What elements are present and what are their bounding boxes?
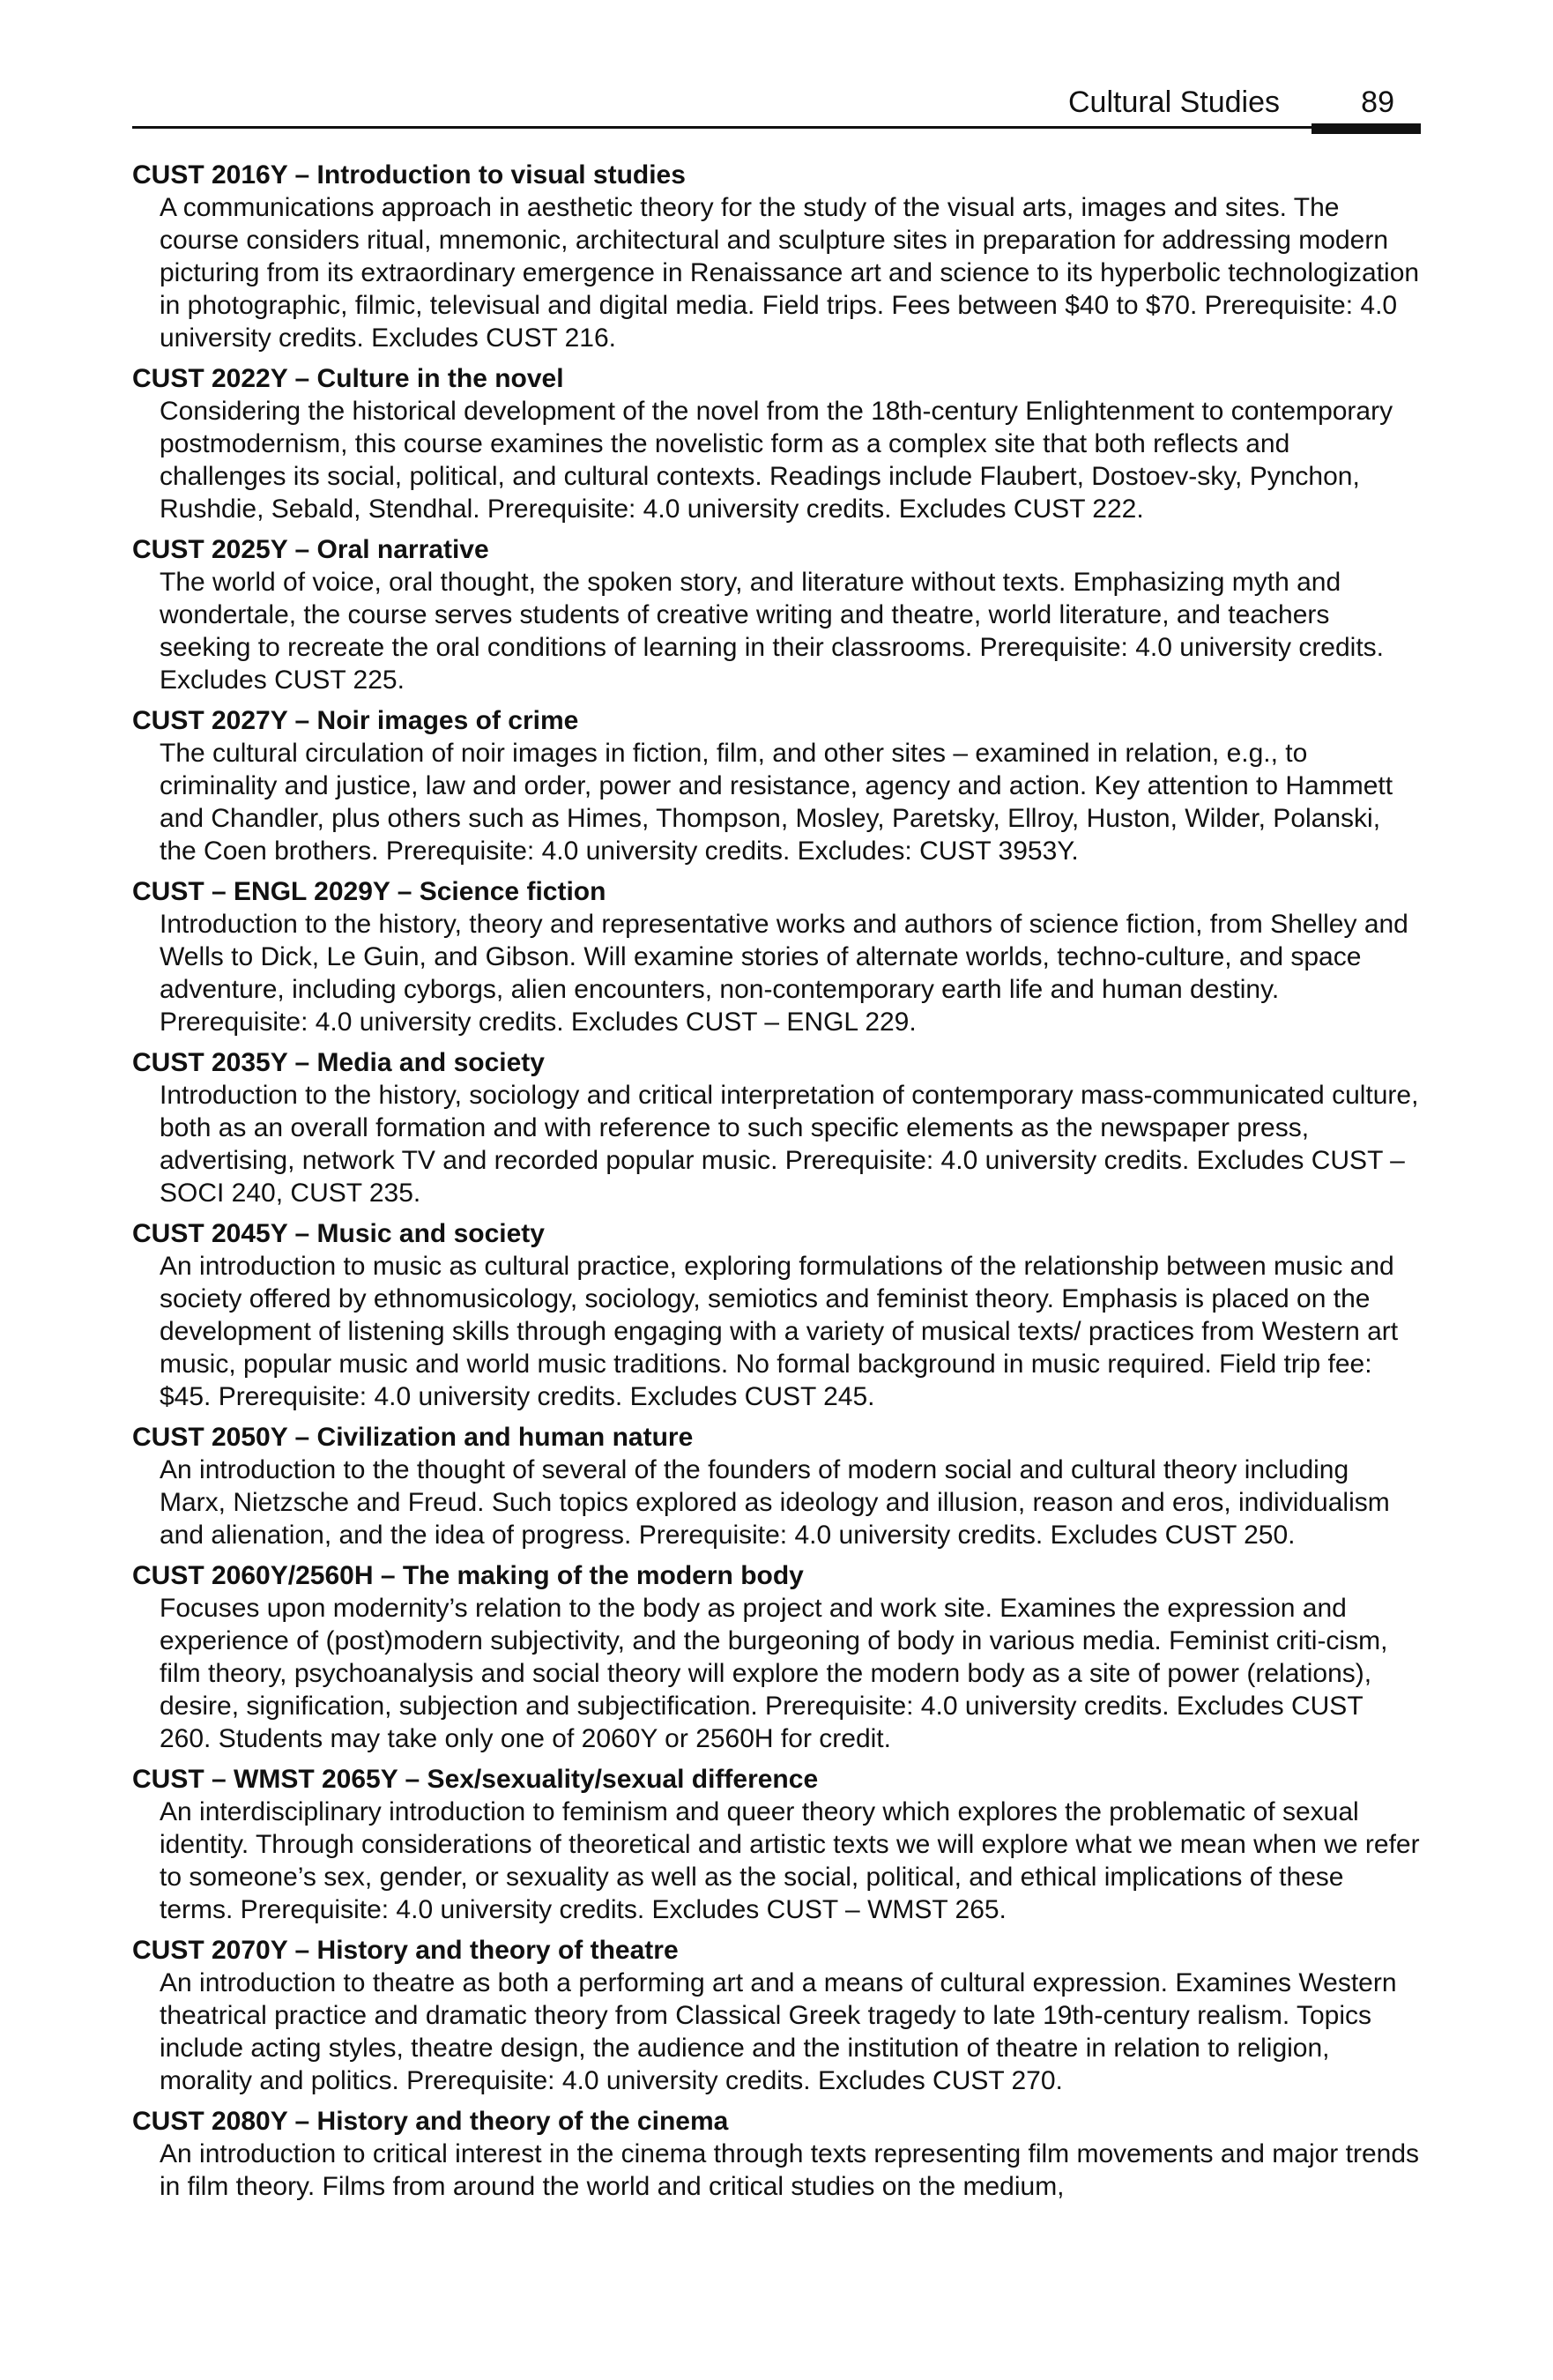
course-entry (132, 704, 1421, 867)
course-description: Introduction to the history, sociology and critical interpretation of contemporary mass-communicated culture, both as an overall formation and with reference to such specific elements as the newspaper press, advertising, network TV and recorded popular music. Prerequisite: 4.0 university credits. Excludes CUST – SOCI 240, CUST 235. (160, 1081, 1419, 1208)
course-title: CUST 2035Y – Media and society (132, 1048, 545, 1077)
course-description: The world of voice, oral thought, the spoken story, and literature without texts. Emphasizing myth and wondertale, the course serves students of creative writing and theatre, world literature, and teachers seeking to recreate the oral conditions of learning in their classrooms. Prerequisite: 4.0 university credits. Excludes CUST 225. (160, 568, 1385, 695)
course-entry (132, 533, 1421, 696)
course-entry (132, 1763, 1421, 1926)
page-number: 89 (1361, 86, 1394, 119)
course-title: CUST 2045Y – Music and society (132, 1219, 545, 1248)
course-title: CUST 2070Y – History and theory of theatre (132, 1936, 679, 1965)
course-description: An introduction to the thought of several of the founders of modern social and cultural theory including Marx, Nietzsche and Freud. Such topics explored as ideology and illusion, reason and eros, individualism and alienation, and the idea of progress. Prerequisite: 4.0 university credits. Excludes CUST 250. (160, 1455, 1390, 1550)
course-description: A communications approach in aesthetic theory for the study of the visual arts, images and sites. The course considers ritual, mnemonic, architectural and sculpture sites in preparation for addressing modern picturing from its extraordinary emergence in Renaissance art and science to its hyperbolic technologization in photographic, filmic, televisual and digital media. Field trips. Fees between $40 to $70. Prerequisite: 4.0 university credits. Excludes CUST 216. (160, 193, 1420, 353)
course-description: Considering the historical development of the novel from the 18th-century Enlightenment to contemporary postmodernism, this course examines the novelistic form as a complex site that both reflects and challenges its social, political, and cultural contexts. Readings include Flaubert, Dostoev-sky, Pynchon, Rushdie, Sebald, Stendhal. Prerequisite: 4.0 university credits. Excludes CUST 222. (160, 397, 1393, 524)
page-number-bar (1312, 123, 1421, 134)
course-description: Focuses upon modernity’s relation to the body as project and work site. Examines the expression and experience of (post)modern subjectivity, and the burgeoning of body in various media. Feminist criti-cism, film theory, psychoanalysis and social theory will explore the modern body as a site of power (relations), desire, signification, subjection and subjectification. Prerequisite: 4.0 university credits. Excludes CUST 260. Students may take only one of 2060Y or 2560H for credit. (160, 1594, 1388, 1753)
section-title: Cultural Studies (1067, 86, 1280, 119)
course-entry (132, 1046, 1421, 1209)
course-description: The cultural circulation of noir images in fiction, film, and other sites – examined in relation, e.g., to criminality and justice, law and order, power and resistance, agency and action. Key attention to Hammett and Chandler, plus others such as Himes, Thompson, Mosley, Paretsky, Ellroy, Huston, Wilder, Polanski, the Coen brothers. Prerequisite: 4.0 university credits. Excludes: CUST 3953Y. (160, 739, 1393, 866)
course-title: CUST 2016Y – Introduction to visual studies (132, 160, 686, 190)
course-title: CUST 2050Y – Civilization and human nature (132, 1423, 694, 1452)
course-description: An introduction to music as cultural practice, exploring formulations of the relationship between music and society offered by ethnomusicology, sociology, semiotics and feminist theory. Emphasis is placed on the development of listening skills through engaging with a variety of musical texts/ practices from Western art music, popular music and world music traditions. No formal background in music required. Field trip fee: $45. Prerequisite: 4.0 university credits. Excludes CUST 245. (160, 1252, 1399, 1411)
course-description: An introduction to theatre as both a performing art and a means of cultural expression. Examines Western theatrical practice and dramatic theory from Classical Greek tragedy to late 19th-century realism. Topics include acting styles, theatre design, the audience and the institution of theatre in relation to religion, morality and politics. Prerequisite: 4.0 university credits. Excludes CUST 270. (160, 1968, 1397, 2095)
course-description: Introduction to the history, theory and representative works and authors of science fiction, from Shelley and Wells to Dick, Le Guin, and Gibson. Will examine stories of alternate worlds, techno-culture, and space adventure, including cyborgs, alien encounters, non-contemporary earth life and human destiny. Prerequisite: 4.0 university credits. Excludes CUST – ENGL 229. (160, 910, 1408, 1037)
course-entry (132, 159, 1421, 354)
course-title: CUST – ENGL 2029Y – Science fiction (132, 877, 606, 906)
course-entry (132, 362, 1421, 525)
course-title: CUST 2060Y/2560H – The making of the modern body (132, 1561, 804, 1590)
course-description: An interdisciplinary introduction to feminism and queer theory which explores the problematic of sexual identity. Through considerations of theoretical and artistic texts we will explore what we mean when we refer to someone’s sex, gender, or sexuality as well as the social, political, and ethical implications of these terms. Prerequisite: 4.0 university credits. Excludes CUST – WMST 265. (160, 1797, 1420, 1924)
course-title: CUST 2080Y – History and theory of the cinema (132, 2107, 729, 2136)
course-list (132, 159, 1421, 2211)
page-number-box (1312, 79, 1421, 134)
header-rule (132, 126, 1421, 129)
course-entry (132, 1559, 1421, 1755)
course-title: CUST 2025Y – Oral narrative (132, 535, 489, 564)
course-entry (132, 1934, 1421, 2097)
running-header (132, 79, 1421, 129)
course-title: CUST 2022Y – Culture in the novel (132, 364, 564, 393)
course-entry (132, 1217, 1421, 1413)
course-entry (132, 875, 1421, 1038)
course-entry (132, 1421, 1421, 1551)
course-title: CUST 2027Y – Noir images of crime (132, 706, 579, 735)
course-title: CUST – WMST 2065Y – Sex/sexuality/sexual difference (132, 1765, 819, 1794)
course-description: An introduction to critical interest in the cinema through texts representing film movements and major trends in film theory. Films from around the world and critical studies on the medium, (160, 2139, 1420, 2201)
course-entry (132, 2105, 1421, 2203)
